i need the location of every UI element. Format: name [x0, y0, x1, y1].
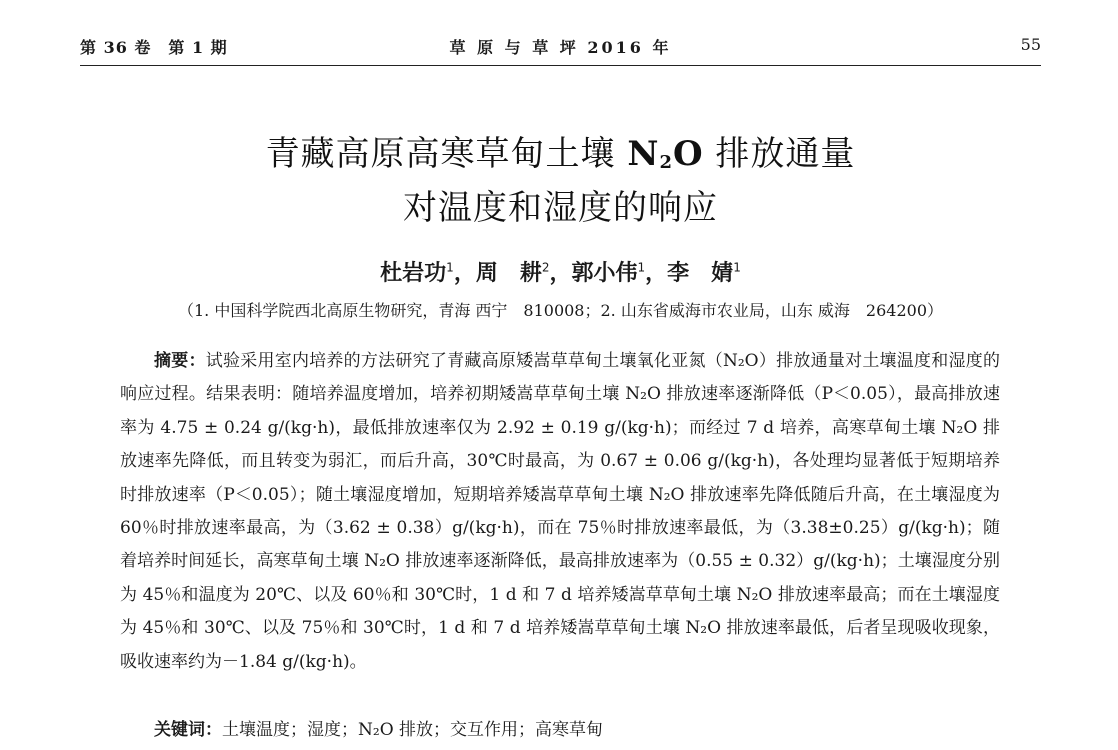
affiliations: （1. 中国科学院西北高原生物研究，青海 西宁 810008；2. 山东省威海市农业局，山东 威海 264200） [177, 301, 944, 320]
header-rule [80, 65, 1041, 66]
title-line-2: 对温度和湿度的响应 [403, 188, 718, 228]
keywords-label: 关键词： [154, 720, 222, 740]
journal-name: 草 原 与 草 坪 2016 年 [449, 38, 672, 57]
abstract-text: 试验采用室内培养的方法研究了青藏高原矮嵩草草甸土壤氧化亚氮（N₂O）排放通量对土壤温度和湿度的响应过程。结果表明：随培养温度增加，培养初期矮嵩草草甸土壤 N₂O 排放速率逐渐降低（P＜0.05），最高排放速率为 4.75 ± 0.24 g/(kg·h)，最低排放速率仅为 2.92 ± 0.19 g/(kg·h)；而经过 7 d 培养，高寒草甸土壤 N₂O 排放速率先降低，而且转变为弱汇，而后升高，30℃时最高，为 0.67 ± 0.06 g/(kg·h)，各处理均显著低于短期培养时排放速率（P＜0.05）；随土壤湿度增加，短期培养矮嵩草草甸土壤 N₂O 排放速率先降低随后升高，在土壤湿度为 60％时排放速率最高，为（3.62 ± 0.38）g/(kg·h)，而在 75％时排放速率最低，为（3.38±0.25）g/(kg·h)；随着培养时间延长，高寒草甸土壤 N₂O 排放速率逐渐降低，最高排放速率为（0.55 ± 0.32）g/(kg·h)；土壤湿度分别为 45％和温度为 20℃、以及 60％和 30℃时，1 d 和 7 d 培养矮嵩草草甸土壤 N₂O 排放速率最高；而在土壤湿度为 45％和 30℃、以及 75％和 30℃时，1 d 和 7 d 培养矮嵩草草甸土壤 N₂O 排放速率最低，后者呈现吸收现象，吸收速率约为－1.84 g/(kg·h)。 [120, 351, 1001, 672]
author-affil-mark: 1 [446, 260, 454, 275]
author-name: 杜岩功 [380, 261, 447, 286]
title-n2o: $N_2O$ [627, 134, 704, 174]
volume-issue: 第 36 卷 第 1 期 [80, 38, 228, 57]
title-line-1 [80, 126, 1041, 175]
title-part-a: 青藏高原高寒草甸土壤 [265, 134, 628, 174]
author-affil-mark: 2 [541, 260, 550, 275]
running-header [80, 35, 1041, 59]
keywords-text: 土壤温度；湿度；N₂O 排放；交互作用；高寒草甸 [222, 720, 604, 740]
author-name: 周 耕 [475, 261, 542, 286]
author-name: 李 婧 [667, 261, 734, 286]
keywords [120, 715, 1000, 740]
page-number: 55 [1020, 35, 1041, 54]
author-list: 杜岩功$^1$，周 耕$^2$，郭小伟$^1$，李 婧$^1$ [380, 260, 741, 286]
author-affil-mark: 1 [733, 260, 741, 275]
title-part-b: 排放通量 [703, 134, 856, 174]
author-affil-mark: 1 [637, 260, 646, 275]
abstract-label: 摘要： [154, 351, 206, 371]
author-name: 郭小伟 [571, 261, 638, 286]
abstract [120, 345, 1000, 679]
